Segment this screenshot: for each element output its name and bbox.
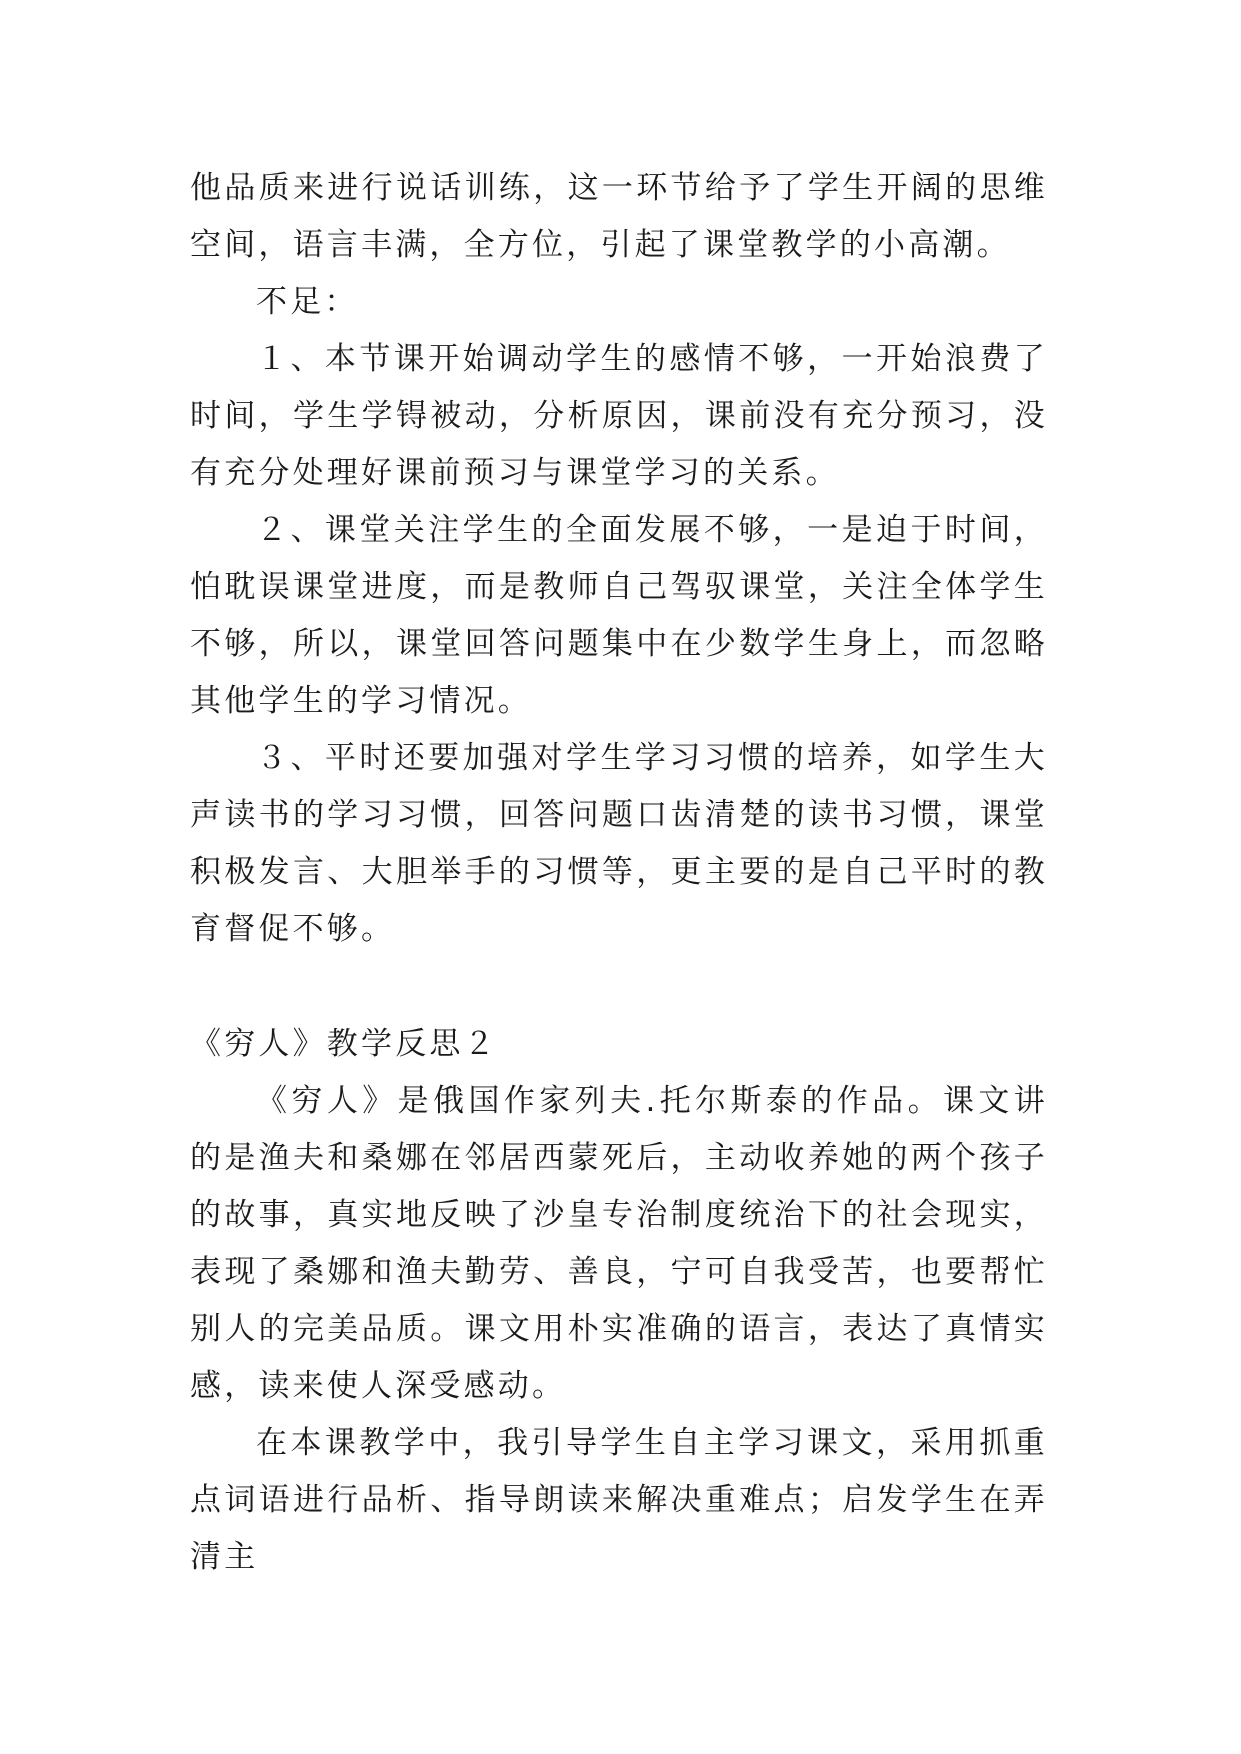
paragraph-continuation: 他品质来进行说话训练，这一环节给予了学生开阔的思维空间，语言丰满，全方位，引起了课堂教学的小高潮。: [190, 170, 1048, 263]
paragraph-shortcoming-2: ２、课堂关注学生的全面发展不够，一是迫于时间，怕耽误课堂进度，而是教师自己驾驭课堂，关注全体学生不够，所以，课堂回答问题集中在少数学生身上，而忽略其他学生的学习情况。: [190, 512, 1048, 719]
paragraph-intro: 《穷人》是俄国作家列夫.托尔斯泰的作品。课文讲的是渔夫和桑娜在邻居西蒙死后，主动收养她的两个孩子的故事，真实地反映了沙皇专治制度统治下的社会现实，表现了桑娜和渔夫勤劳、善良，宁可自我受苦，也要帮忙别人的完美品质。课文用朴实准确的语言，表达了真情实感，读来使人深受感动。: [190, 1083, 1048, 1404]
paragraph-shortcomings-heading: 不足：: [256, 284, 359, 320]
paragraph-shortcoming-3: ３、平时还要加强对学生学习习惯的培养，如学生大声读书的学习习惯，回答问题口齿清楚的读书习惯，课堂积极发言、大胆举手的习惯等，更主要的是自己平时的教育督促不够。: [190, 740, 1048, 947]
paragraph-teaching: 在本课教学中，我引导学生自主学习课文，采用抓重点词语进行品析、指导朗读来解决重难点；启发学生在弄清主: [190, 1425, 1048, 1575]
document-body: [190, 160, 1048, 1586]
section-title: 《穷人》教学反思２: [190, 1026, 498, 1062]
section-spacer: [190, 958, 1048, 1016]
paragraph-shortcoming-1: １、本节课开始调动学生的感情不够，一开始浪费了时间，学生学锝被动，分析原因，课前没有充分预习，没有充分处理好课前预习与课堂学习的关系。: [190, 341, 1048, 491]
